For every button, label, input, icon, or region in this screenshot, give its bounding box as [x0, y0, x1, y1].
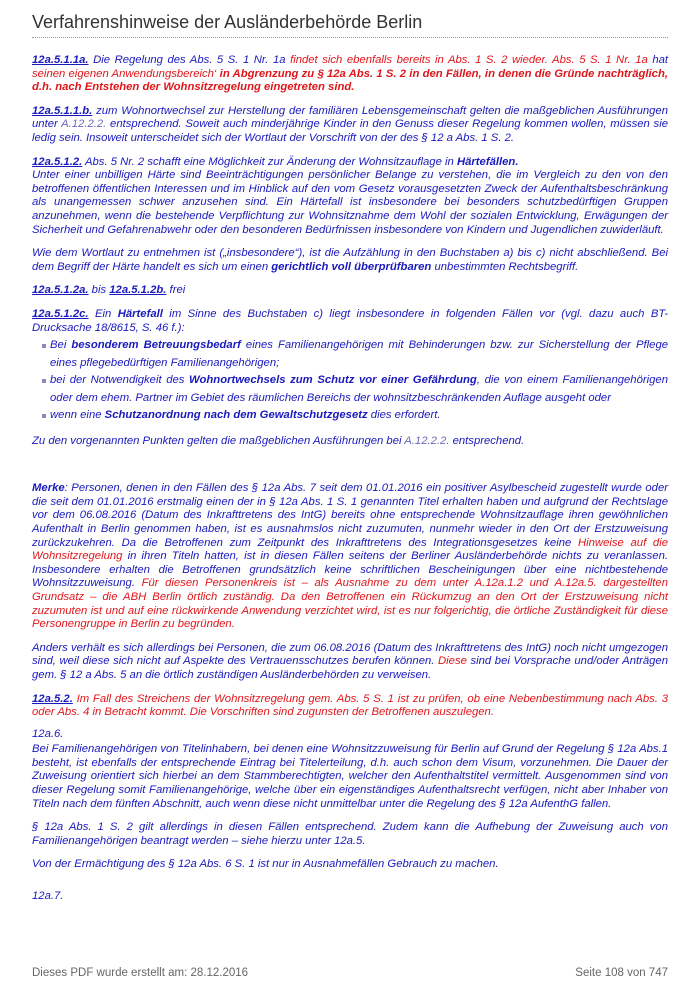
section-ref-link[interactable]: 12a.5.1.1.b. [32, 104, 93, 117]
paragraph-12a-5-1-2c: 12a.5.1.2c. Ein Härtefall im Sinne des Buchstaben c) liegt insbesondere in folgenden Fällen vor (vgl. dazu auch BT-Drucksache 18/8615, S. 46 f.): [32, 307, 668, 334]
paragraph-12a-5-1-1b: 12a.5.1.1.b. zum Wohnortwechsel zur Herstellung der familiären Lebensgemeinschaft gelten die maßgeblichen Ausführungen unter A.12.2.2. entsprechend. Soweit auch minderjährige Kinder in den Genuss dieser Regelung kommen wollen, müssen sie ledig sein. Insoweit unterscheidet sich der Wortlaut der Vorschrift von der des § 12 a Abs. 1 S. 2. [32, 104, 668, 144]
paragraph-familienangehoerige: Bei Familienangehörigen von Titelinhabern, bei denen eine Wohnsitzzuweisung für Berlin auf Grund der Regelung § 12a Abs.1 besteht, ist ebenfalls der entsprechende Eintrag bei Titelerteilung, d.h. auch schon dem Visum, vorzunehmen. Die Dauer der Zuweisung orientiert sich hierbei an dem Stammberechtigten, welcher den Aufenthaltstitel vermittelt. Ausgenommen sind von dieser Regelung somit Familienangehörige, welche über ein eigenständiges Aufenthaltsrecht verfügen, nicht aber Inhaber von Titeln nach dem fünften Abschnitt, auch wenn diese nicht unmittelbar unter die Regelung des § 12a AufenthG fallen. [32, 743, 668, 810]
paragraph-12a-5-1-2a-b: 12a.5.1.2a. bis 12a.5.1.2b. frei [32, 284, 186, 297]
paragraph-12a-5-2: 12a.5.2. Im Fall des Streichens der Wohnsitzregelung gem. Abs. 5 S. 1 ist zu prüfen, ob eine Nebenbestimmung nach Abs. 3 oder Abs. 4 in Betracht kommt. Die Vorschriften sind zugunsten der Betroffenen auszulegen. [32, 692, 668, 719]
document-body [32, 54, 668, 914]
paragraph-12a-5-1-1a: 12a.5.1.1a. Die Regelung des Abs. 5 S. 1 Nr. 1a findet sich ebenfalls bereits in Abs. 1 S. 2 wieder. Abs. 5 S. 1 Nr. 1a hat seinen eigenen Anwendungsbereich‘ in Abgrenzung zu § 12a Abs. 1 S. 2 in den Fällen, in denen die Gründe nachträglich, d.h. nach Entstehen der Wohnsitzregelung eingetreten sind. [32, 54, 669, 94]
paragraph-12a-abs1-s2: § 12a Abs. 1 S. 2 gilt allerdings in diesen Fällen entsprechend. Zudem kann die Aufhebung der Zuweisung auch von Familienangehörigen beantragt werden – siehe hierzu unter 12a.5. [32, 821, 668, 847]
section-heading-12a-7: 12a.7. [32, 890, 64, 903]
section-ref-link[interactable]: 12a.5.1.1a. [32, 54, 89, 66]
section-ref-link[interactable]: 12a.5.1.2b. [109, 284, 167, 297]
paragraph-vorgenannte-punkte: Zu den vorgenannten Punkten gelten die maßgeblichen Ausführungen bei A.12.2.2. entsprechend. [32, 434, 525, 447]
title-divider [32, 37, 668, 38]
paragraph-merke: Merke: Personen, denen in den Fällen des § 12a Abs. 7 seit dem 01.01.2016 ein positiver Asylbescheid zugestellt wurde oder die seit dem 01.01.2016 erstmalig einen der in § 12a Abs. 1 S. 1 genannten Titel erhalten haben und aufgrund der Rechtslage vor dem 06.08.2016 (Datum des Inkrafttretens des IntG) bereits ohne entsprechende Wohnsitzauflage ihren gewöhnlichen Aufenthalt in Berlin genommen haben, ist es ausnahmslos nicht zuzumuten, nunmehr wieder in den Ort der Erstzuweisung zurückzukehren. Da die Betroffenen zum Zeitpunkt des Inkrafttretens des Integrationsgesetzes keine Hinweise auf die Wohnsitzregelung in ihren Titeln hatten, ist in diesen Fällen seitens der Berliner Ausländerbehörde nichts zu veranlassen. Insbesondere erhalten die Betroffenen grundsätzlich keine schriftlichen Bescheinigungen über eine nichtbestehende Wohnsitzzuweisung. Für diesen Personenkreis ist – als Ausnahme zu dem unter A.12a.1.2 und A.12a.5. dargestellten Grundsatz – die ABH Berlin örtlich zuständig. Da den Betroffenen ein Rückumzug an den Ort der Erstzuweisung nicht zuzumuten ist und auf eine rückwirkende Anwendung verzichtet wird, ist es nur folgerichtig, die örtliche Zuständigkeit für diese Personengruppe in Berlin zu begründen. [32, 482, 668, 631]
paragraph-12a-5-1-2: 12a.5.1.2. Abs. 5 Nr. 2 schafft eine Möglichkeit zur Änderung der Wohnsitzauflage in Härtefällen. Unter einer unbilligen Härte sind Beeinträchtigungen persönlicher Belange zu verstehen, die im Vergleich zu den von den betroffenen öffentlichen Interessen und im Hinblick auf den vom Gesetz vorausgesetzten Zweck der Aufenthaltsbeschränkung als unangemessen schwer anzusehen sind. Ein Härtefall ist insbesondere bei besonders schutzbedürftigen Gruppen anzunehmen, wenn die bestehende Verpflichtung zur Wohnsitznahme dem Wohl der sozialen Entwicklung, Erwägungen der Sicherheit und Gefahrenabwehr oder den besonderen Bedürfnissen insbesondere von Kindern und Jugendlichen zuwiderläuft. [32, 155, 668, 236]
footer-page-number: Seite 108 von 747 [575, 967, 668, 979]
page-title: Verfahrenshinweise der Ausländerbehörde Berlin [32, 12, 423, 32]
footer-created-date: Dieses PDF wurde erstellt am: 28.12.2016 [32, 967, 249, 979]
haertefall-list [32, 337, 668, 425]
paragraph-haerte-note: Wie dem Wortlaut zu entnehmen ist („insbesondere“), ist die Aufzählung in den Buchstaben a) bis c) nicht abschließend. Bei dem Begriff der Härte handelt es sich um einen gerichtlich voll überprüfbaren unbestimmten Rechtsbegriff. [32, 247, 668, 273]
list-item: Bei besonderem Betreuungsbedarf eines Familienangehörigen mit Behinderungen bzw. zur Sicherstellung der Pflege eines pflegebedürftigen Familienangehörigen; [42, 337, 668, 372]
list-item: bei der Notwendigkeit des Wohnortwechsels zum Schutz vor einer Gefährdung, die von einem Familienangehörigen oder dem ehem. Partner im Gebiet des räumlichen Bereichs der wohnsitzbeschränkenden Auflage ausgeht oder [42, 372, 668, 407]
section-heading-12a-6: 12a.6. [32, 727, 64, 740]
paragraph-anders: Anders verhält es sich allerdings bei Personen, die zum 06.08.2016 (Datum des Inkrafttretens des IntG) noch nicht umgezogen sind, weil diese sich nicht auf Aspekte des Vertrauensschutzes berufen können. Diese sind bei Vorsprache und/oder Anträgen gem. § 12 a Abs. 5 an die örtlich zuständigen Ausländerbehörden zu verweisen. [32, 641, 669, 681]
section-ref-link[interactable]: 12a.5.1.2. [32, 155, 83, 168]
cross-ref-link[interactable]: A.12.2.2. [61, 118, 107, 131]
section-ref-link[interactable]: 12a.5.1.2c. [32, 307, 89, 320]
section-ref-link[interactable]: 12a.5.2. [32, 692, 73, 705]
list-item: wenn eine Schutzanordnung nach dem Gewaltschutzgesetz dies erfordert. [42, 407, 668, 425]
paragraph-ermaechtigung: Von der Ermächtigung des § 12a Abs. 6 S. 1 ist nur in Ausnahmefällen Gebrauch zu machen. [32, 858, 499, 871]
cross-ref-link[interactable]: A.12.2.2. [404, 434, 450, 447]
section-ref-link[interactable]: 12a.5.1.2a. [32, 284, 89, 297]
